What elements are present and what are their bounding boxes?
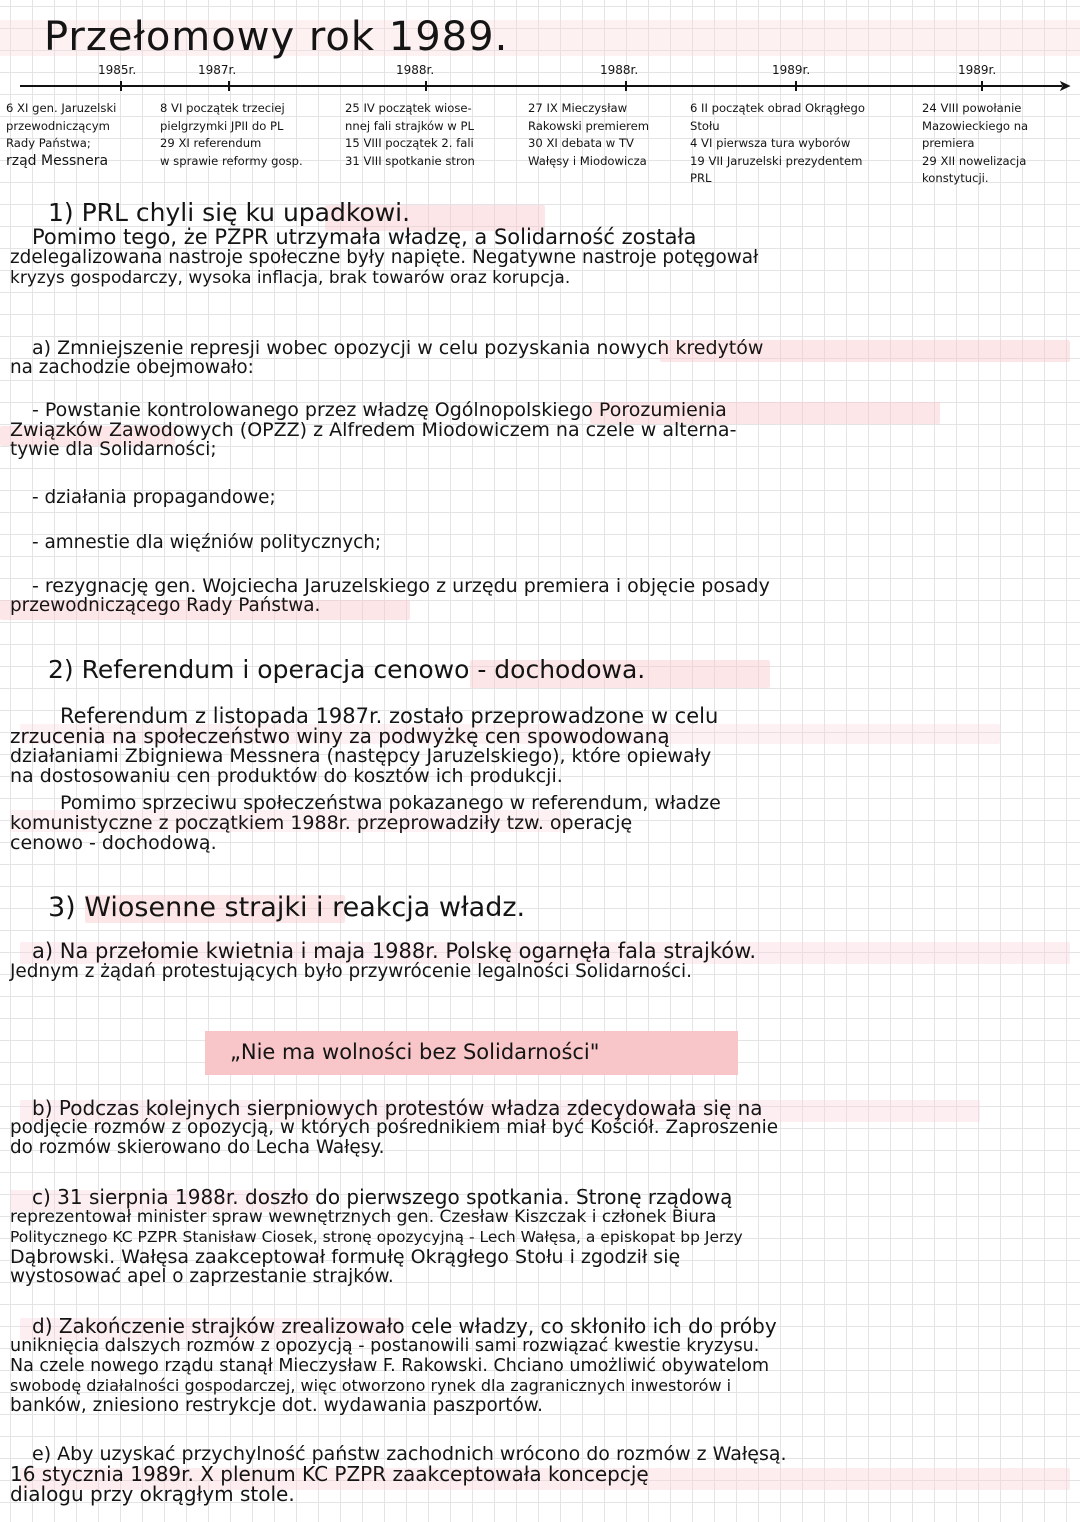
section-2-paragraph-2: Pomimo sprzeciwu społeczeństwa pokazanego w referendum, władze komunistyczne z początkiem 1988r. przeprowadziły tzw. operację cenowo - dochodową. — [10, 792, 721, 854]
solidarity-slogan: „Nie ma wolności bez Solidarności" — [230, 1040, 600, 1064]
timeline-tick — [120, 81, 122, 91]
section-2-paragraph-1: Referendum z listopada 1987r. zostało przeprowadzone w celu zrzucenia na społeczeństwo winy za podwyżkę cen spowodowaną działaniami Zbigniewa Messnera (następcy Jaruzelskiego), które opiewały na dostosowaniu cen produktów do kosztów ich produkcji. — [10, 704, 719, 787]
timeline-year: 1985r. — [98, 63, 137, 77]
section-1-point-a: a) Zmniejszenie represji wobec opozycji w celu pozyskania nowych kredytów na zachodzie obejmowało: — [10, 337, 764, 378]
timeline-event-1989-a: 6 II początek obrad Okrągłego Stołu 4 VI pierwsza tura wyborów 19 VII Jaruzelski prezydentem PRL — [690, 101, 865, 185]
section-3-point-d: d) Zakończenie strajków zrealizowało cele władzy, co skłoniło ich do próby uniknięcia dalszych rozmów z opozycją - postanowili sami rozwiązać kwestie kryzysu. Na czele nowego rządu stanął Mieczysław F. Rakowski. Chciano umożliwić obywatelom swobodę działalności gospodarczej, więc otworzono rynek dla zagranicznych inwestorów i banków, zniesiono restrykcje dot. wydawania paszportów. — [10, 1314, 777, 1416]
timeline-event-1987: 8 VI początek trzeciej pielgrzymki JPII do PL 29 XI referendum w sprawie reformy gosp. — [160, 101, 303, 168]
page-title: Przełomowy rok 1989. — [44, 14, 509, 60]
section-3-point-c: c) 31 sierpnia 1988r. doszło do pierwszego spotkania. Stronę rządową reprezentował minister spraw wewnętrznych gen. Czesław Kiszczak i członek Biura Politycznego KC PZPR Stanisław Ciosek, stronę opozycyjną - Lech Wałęsa, a episkopat bp Jerzy Dąbrowski. Wałęsa zaakceptował formułę Okrągłego Stołu i zgodził się wystosować apel o zaprzestanie strajków. — [10, 1185, 743, 1287]
timeline-tick — [795, 81, 797, 91]
bullet-propaganda: - działania propagandowe; — [32, 487, 276, 508]
timeline-event-1985: 6 XI gen. Jaruzelski przewodniczącym Rady Państwa; rząd Messnera — [6, 101, 117, 169]
section-3-point-a: a) Na przełomie kwietnia i maja 1988r. Polskę ogarnęła fala strajków. Jednym z żądań protestujących było przywrócenie legalności Solidarności. — [10, 939, 757, 982]
timeline-year: 1989r. — [772, 63, 811, 77]
section-3-point-b: b) Podczas kolejnych sierpniowych protestów władza zdecydowała się na podjęcie rozmów z opozycją, w których pośrednikiem miał być Kościół. Zaproszenie do rozmów skierowano do Lecha Wałęsy. — [10, 1096, 779, 1158]
timeline-year: 1989r. — [958, 63, 997, 77]
timeline-tick — [228, 81, 230, 91]
timeline-event-1989-b: 24 VIII powołanie Mazowieckiego na premiera 29 XII nowelizacja konstytucji. — [922, 101, 1029, 185]
bullet-amnesty: - amnestie dla więźniów politycznych; — [32, 532, 382, 553]
timeline-tick — [981, 81, 983, 91]
timeline-axis — [20, 85, 1062, 87]
bullet-resignation: - rezygnację gen. Wojciecha Jaruzelskiego z urzędu premiera i objęcie posady przewodniczącego Rady Państwa. — [10, 575, 770, 616]
timeline-tick — [425, 81, 427, 91]
bullet-opzz: - Powstanie kontrolowanego przez władzę Ogólnopolskiego Porozumienia Związków Zawodowych (OPZZ) z Alfredem Miodowiczem na czele w alterna- tywie dla Solidarności; — [10, 399, 737, 460]
section-3-heading: 3) Wiosenne strajki i reakcja władz. — [48, 892, 526, 923]
section-3-point-e: e) Aby uzyskać przychylność państw zachodnich wrócono do rozmów z Wałęsą. 16 stycznia 1989r. X plenum KC PZPR zaakceptowała koncepcję dialogu przy okrągłym stole. — [10, 1443, 787, 1506]
section-1-intro: Pomimo tego, że PZPR utrzymała władzę, a Solidarność została zdelegalizowana nastroje społeczne były napięte. Negatywne nastroje potęgował kryzys gospodarczy, wysoka inflacja, brak towarów oraz korupcja. — [10, 225, 759, 288]
timeline-event-1988-a: 25 IV początek wiose- nnej fali strajków w PL 15 VIII początek 2. fali 31 VIII spotkanie stron — [345, 101, 475, 168]
timeline-tick — [625, 81, 627, 91]
timeline-year: 1988r. — [396, 63, 435, 77]
arrow-right-icon: ➤ — [1058, 76, 1072, 95]
section-2-heading: 2) Referendum i operacja cenowo - dochodowa. — [48, 655, 646, 684]
section-1-heading: 1) PRL chyli się ku upadkowi. — [48, 198, 411, 227]
timeline-event-1988-b: 27 IX Mieczysław Rakowski premierem 30 XI debata w TV Wałęsy i Miodowicza — [528, 101, 650, 168]
timeline-year: 1987r. — [198, 63, 237, 77]
timeline-year: 1988r. — [600, 63, 639, 77]
